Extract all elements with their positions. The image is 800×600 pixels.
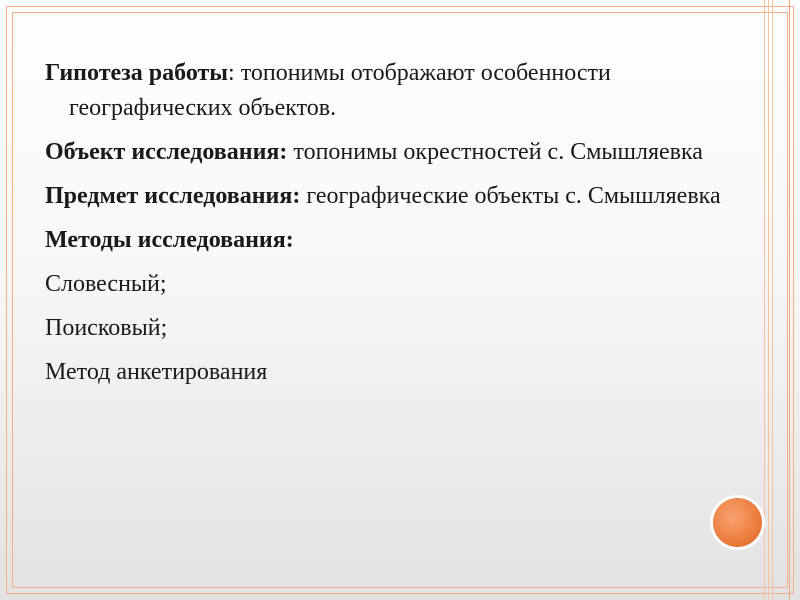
decorative-line <box>772 0 773 600</box>
item-text: Метод анкетирования <box>45 359 268 385</box>
item-text: Поисковый; <box>45 315 168 341</box>
subject-item <box>45 179 765 214</box>
item-text: : топонимы отображают особенности географических объектов. <box>69 60 611 121</box>
orange-circle-decoration <box>713 498 762 547</box>
item-label: Методы исследования: <box>45 227 294 253</box>
object-item <box>45 135 765 170</box>
item-label: Гипотеза работы <box>45 60 229 86</box>
decorative-line <box>789 0 790 600</box>
item-label: Объект исследования: <box>45 139 288 165</box>
method-item <box>45 267 765 302</box>
item-text: топонимы окрестностей с. Смышляевка <box>287 139 703 165</box>
item-text: Словесный; <box>45 271 167 297</box>
hypothesis-item <box>45 56 765 126</box>
methods-heading <box>45 223 765 258</box>
item-text: географические объекты с. Смышляевка <box>300 183 721 209</box>
item-label: Предмет исследования: <box>45 183 301 209</box>
decorative-line <box>768 0 769 600</box>
method-item <box>45 355 765 390</box>
slide-content <box>45 56 765 399</box>
method-item <box>45 311 765 346</box>
